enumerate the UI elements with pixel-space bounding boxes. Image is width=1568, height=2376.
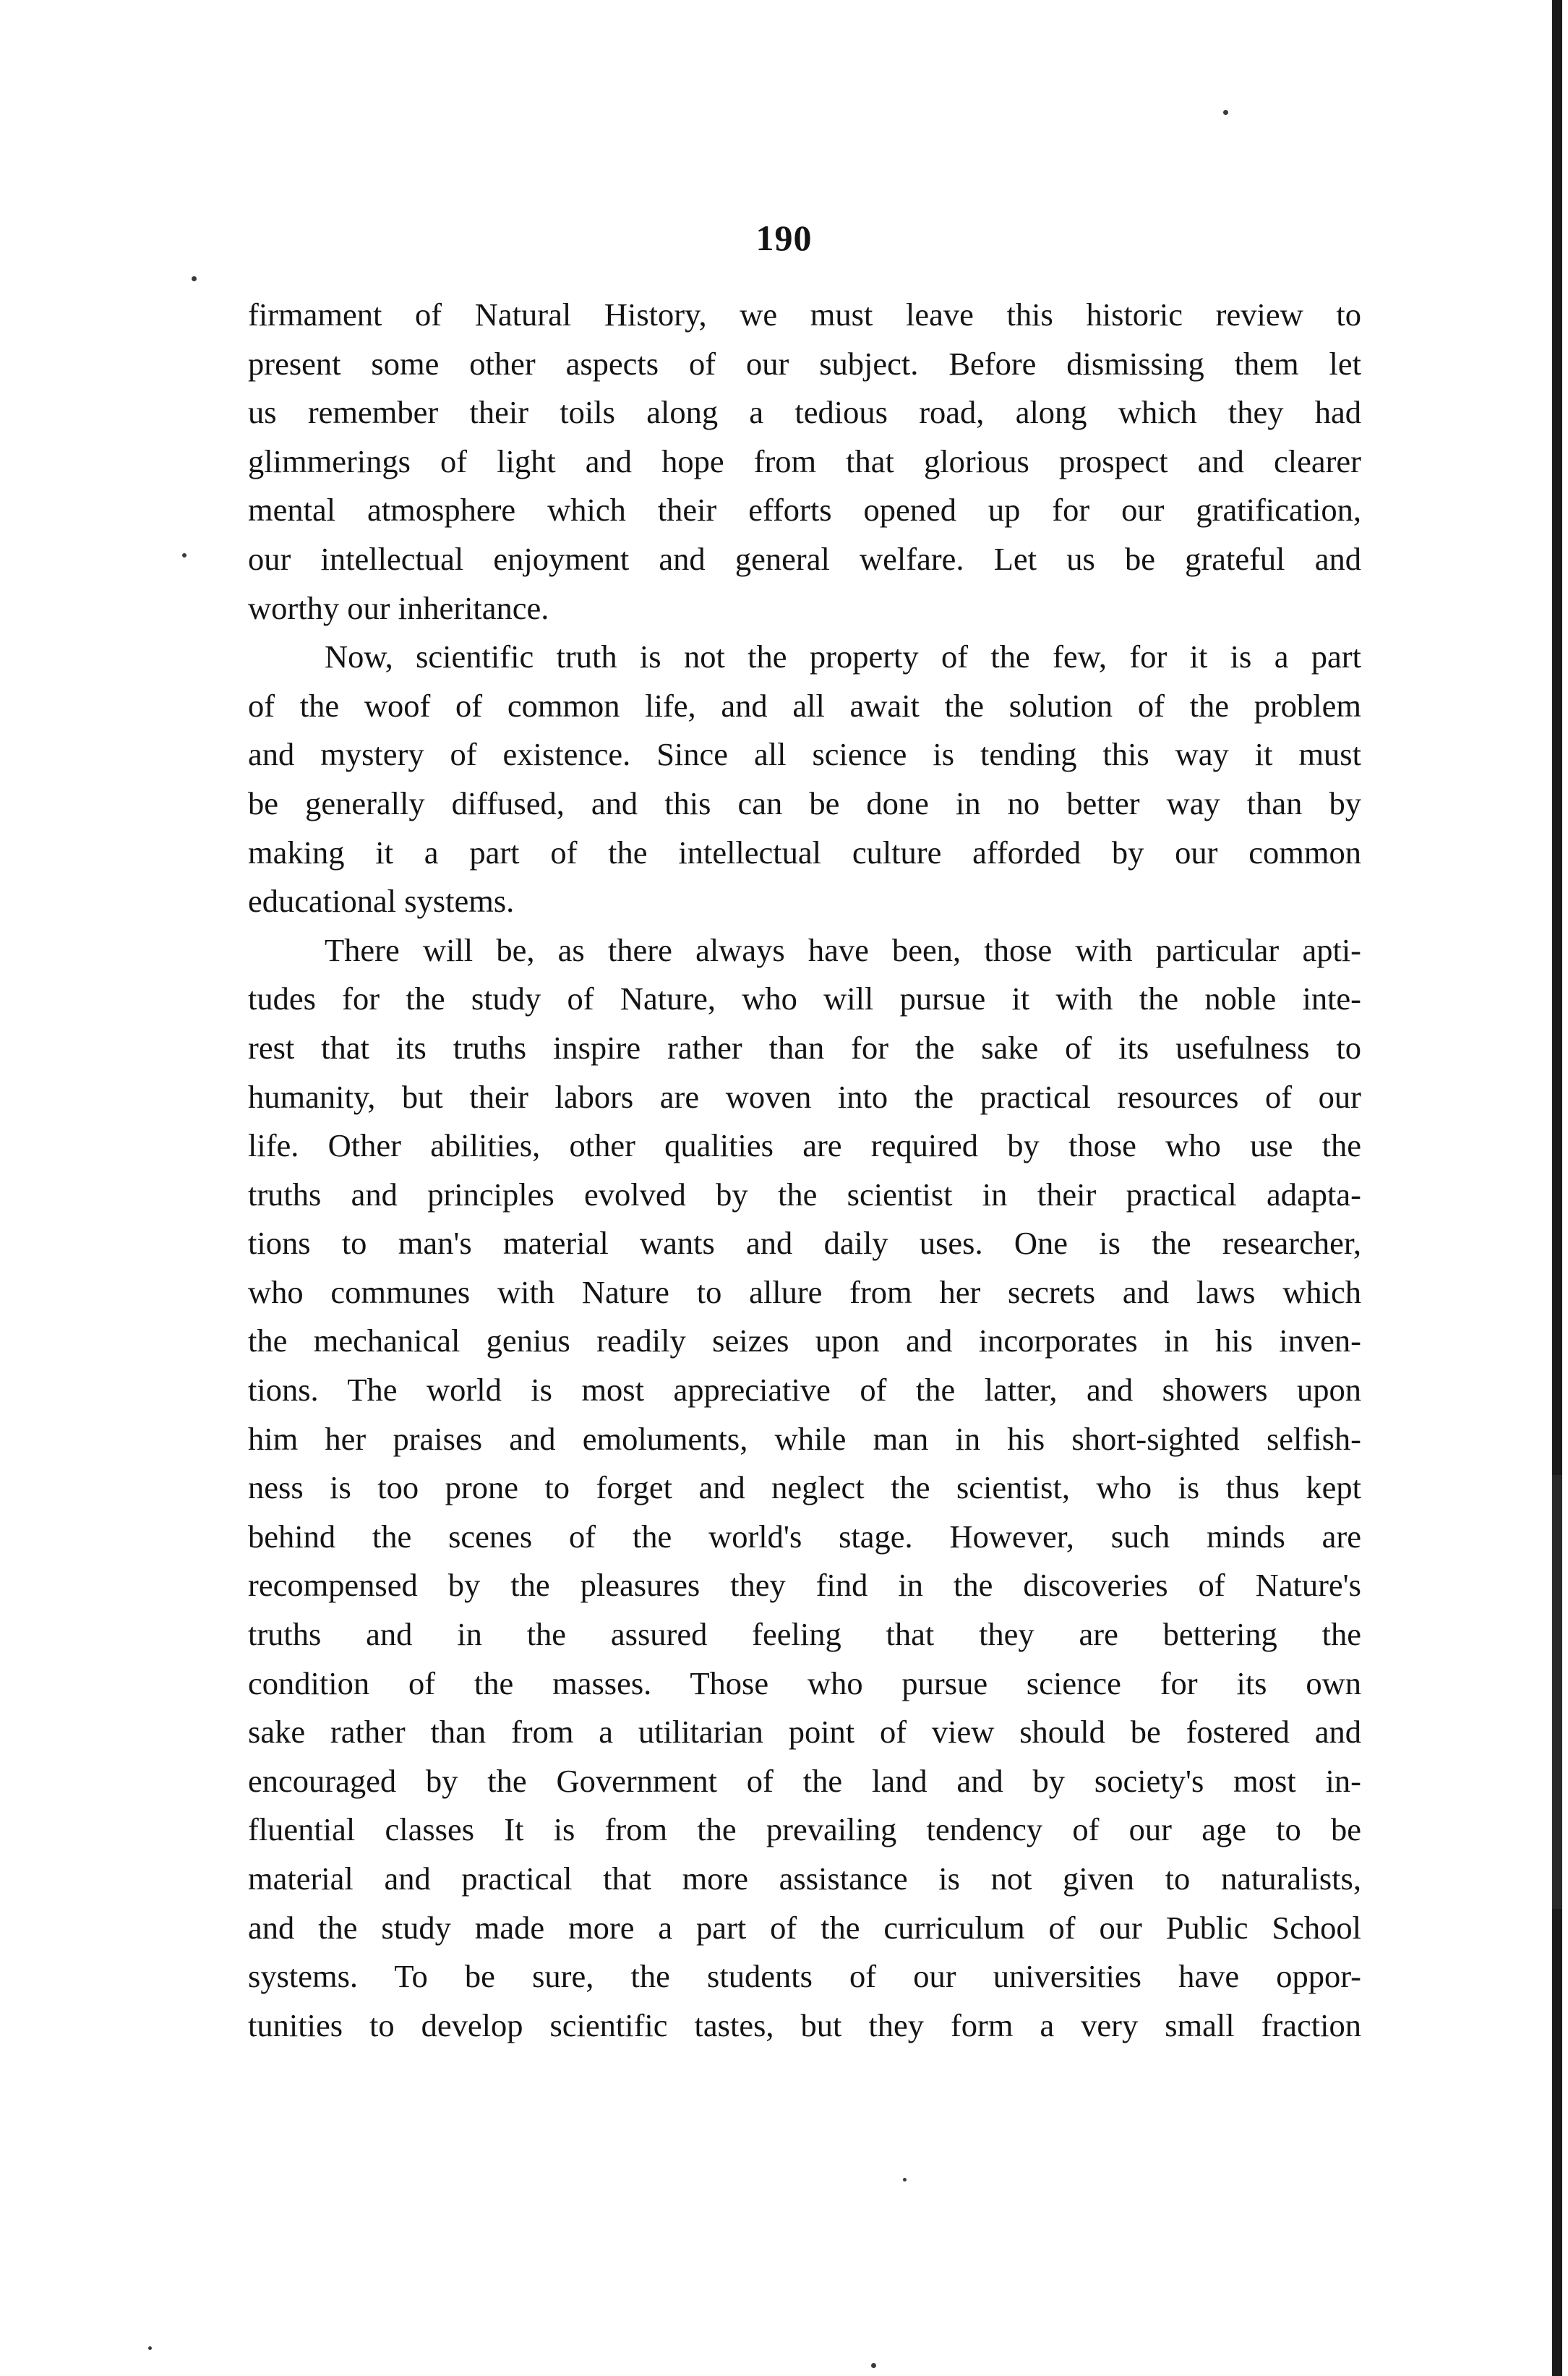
text-line: material and practical that more assistance is not given to naturalists,	[248, 1860, 1361, 1897]
scan-speck	[1223, 110, 1228, 115]
text-line: condition of the masses. Those who pursue science for its own	[248, 1665, 1361, 1701]
text-line: ness is too prone to forget and neglect the scientist, who is thus kept	[248, 1469, 1361, 1506]
page-edge-gap	[1552, 1475, 1562, 1909]
text-line: sake rather than from a utilitarian point of view should be fostered and	[248, 1714, 1361, 1751]
text-line: him her praises and emoluments, while man in his short-sighted selfish-	[248, 1420, 1361, 1457]
scan-speck	[182, 553, 187, 557]
scan-speck	[871, 2363, 876, 2368]
body-text	[248, 291, 1361, 2050]
text-line: firmament of Natural History, we must leave this historic review to	[248, 296, 1361, 333]
text-line: the mechanical genius readily seizes upon and incorporates in his inven-	[248, 1322, 1361, 1359]
text-line: us remember their toils along a tedious road, along which they had	[248, 394, 1361, 431]
text-line: and mystery of existence. Since all science is tending this way it must	[248, 736, 1361, 773]
text-line: glimmerings of light and hope from that glorious prospect and clearer	[248, 443, 1361, 479]
text-line: present some other aspects of our subject. Before dismissing them let	[248, 345, 1361, 382]
scan-speck	[192, 276, 197, 281]
text-line: truths and principles evolved by the scientist in their practical adapta-	[248, 1176, 1361, 1213]
text-line: worthy our inheritance.	[248, 589, 549, 626]
text-line: of the woof of common life, and all await the solution of the problem	[248, 687, 1361, 724]
text-line: truths and in the assured feeling that they are bettering the	[248, 1616, 1361, 1653]
text-line: fluential classes It is from the prevailing tendency of our age to be	[248, 1811, 1361, 1848]
paragraph-first-line: Now, scientific truth is not the property of the few, for it is a part	[325, 638, 1361, 675]
paragraph-first-line: There will be, as there always have been, those with particular apti-	[325, 931, 1361, 968]
text-line: systems. To be sure, the students of our universities have oppor-	[248, 1958, 1361, 1995]
text-line: tudes for the study of Nature, who will pursue it with the noble inte-	[248, 980, 1361, 1017]
text-line: who communes with Nature to allure from her secrets and laws which	[248, 1273, 1361, 1310]
page-number: 190	[755, 218, 813, 258]
text-line: humanity, but their labors are woven into the practical resources of our	[248, 1078, 1361, 1115]
text-line: tions. The world is most appreciative of the latter, and showers upon	[248, 1372, 1361, 1409]
page-edge-rule	[1552, 0, 1562, 2376]
text-line: rest that its truths inspire rather than for the sake of its usefulness to	[248, 1029, 1361, 1066]
text-line: tunities to develop scientific tastes, but they form a very small fraction	[248, 2007, 1361, 2043]
scan-speck	[903, 2178, 907, 2181]
text-line: recompensed by the pleasures they find in the discoveries of Nature's	[248, 1567, 1361, 1604]
text-line: and the study made more a part of the curriculum of our Public School	[248, 1909, 1361, 1946]
text-line: behind the scenes of the world's stage. However, such minds are	[248, 1518, 1361, 1555]
text-line: making it a part of the intellectual culture afforded by our common	[248, 834, 1361, 871]
text-line: our intellectual enjoyment and general welfare. Let us be grateful and	[248, 540, 1361, 577]
scan-speck	[148, 2346, 152, 2350]
text-line: mental atmosphere which their efforts opened up for our gratification,	[248, 492, 1361, 529]
text-line: be generally diffused, and this can be done in no better way than by	[248, 785, 1361, 821]
text-line: tions to man's material wants and daily uses. One is the researcher,	[248, 1225, 1361, 1262]
text-line: encouraged by the Government of the land and by society's most in-	[248, 1762, 1361, 1799]
text-line: life. Other abilities, other qualities are required by those who use the	[248, 1127, 1361, 1164]
text-line: educational systems.	[248, 883, 515, 920]
